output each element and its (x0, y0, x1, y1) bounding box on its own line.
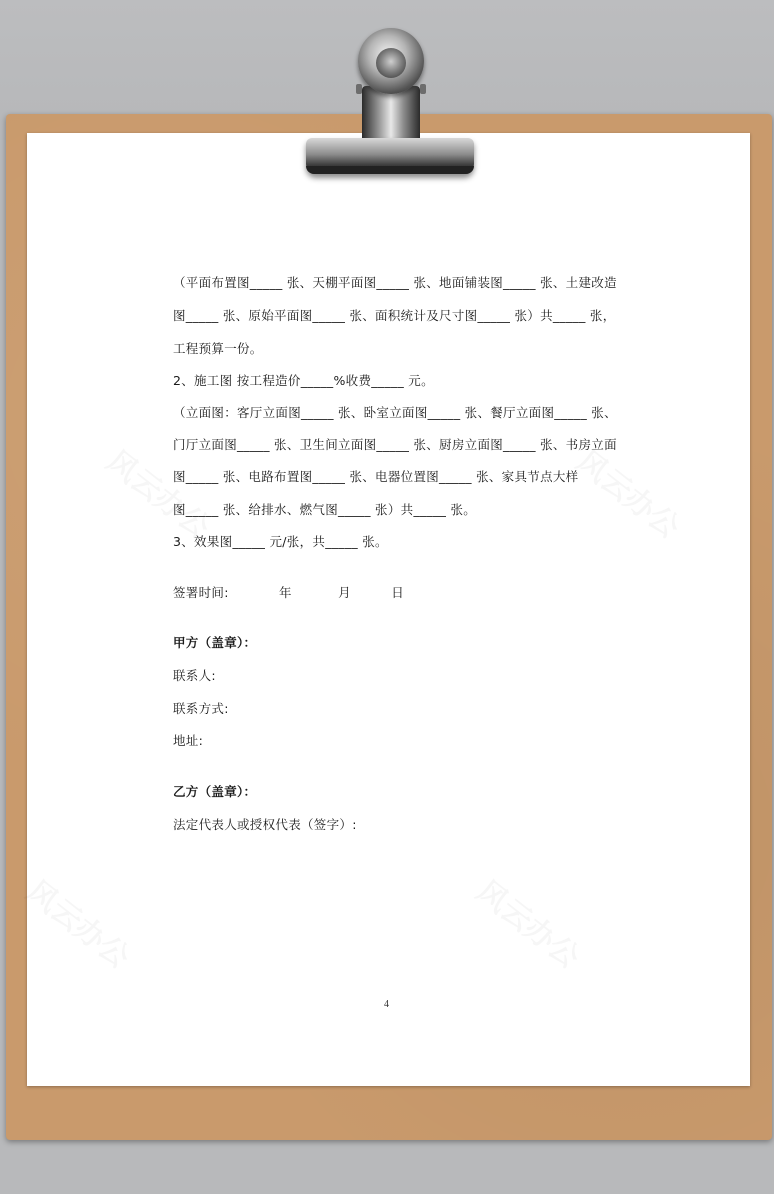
signing-time-label: 签署时间: (173, 585, 229, 600)
clip-pin-left (356, 84, 362, 94)
party-b-title: 乙方（盖章）： (173, 784, 257, 799)
clip-plate-edge (306, 166, 474, 174)
signing-year: 年 (279, 585, 292, 600)
fee-line-1: （平面布置图_____ 张、天棚平面图_____ 张、地面铺装图_____ 张、土建改造 (173, 275, 617, 290)
party-a-title: 甲方（盖章）： (173, 635, 257, 650)
clip-pin-right (420, 84, 426, 94)
party-a-contact-method: 联系方式: (173, 701, 229, 716)
fee-line-3: 工程预算一份。 (173, 341, 263, 356)
fee-line-2: 图_____ 张、原始平面图_____ 张、面积统计及尺寸图_____ 张）共_____ 张， (173, 308, 616, 323)
page-number: 4 (384, 999, 389, 1010)
signing-time-row (173, 583, 404, 601)
clip-hole (376, 48, 406, 78)
fee-line-5: （立面图：客厅立面图_____ 张、卧室立面图_____ 张、餐厅立面图_____ 张、 (173, 405, 617, 420)
signing-month: 月 (338, 585, 351, 600)
party-a-contact: 联系人: (173, 668, 216, 683)
fee-line-9: 3、效果图_____ 元/张，共_____ 张。 (173, 534, 388, 549)
fee-line-8: 图_____ 张、给排水、燃气图_____ 张）共_____ 张。 (173, 502, 477, 517)
signing-day: 日 (391, 585, 404, 600)
party-a-address: 地址: (173, 733, 204, 748)
clip-arm (362, 86, 420, 146)
fee-line-4: 2、施工图 按工程造价_____%收费_____ 元。 (173, 373, 434, 388)
fee-line-7: 图_____ 张、电路布置图_____ 张、电器位置图_____ 张、家具节点大样 (173, 469, 579, 484)
party-b-representative: 法定代表人或授权代表（签字）: (173, 817, 357, 832)
fee-line-6: 门厅立面图_____ 张、卫生间立面图_____ 张、厨房立面图_____ 张、书房立面 (173, 437, 617, 452)
